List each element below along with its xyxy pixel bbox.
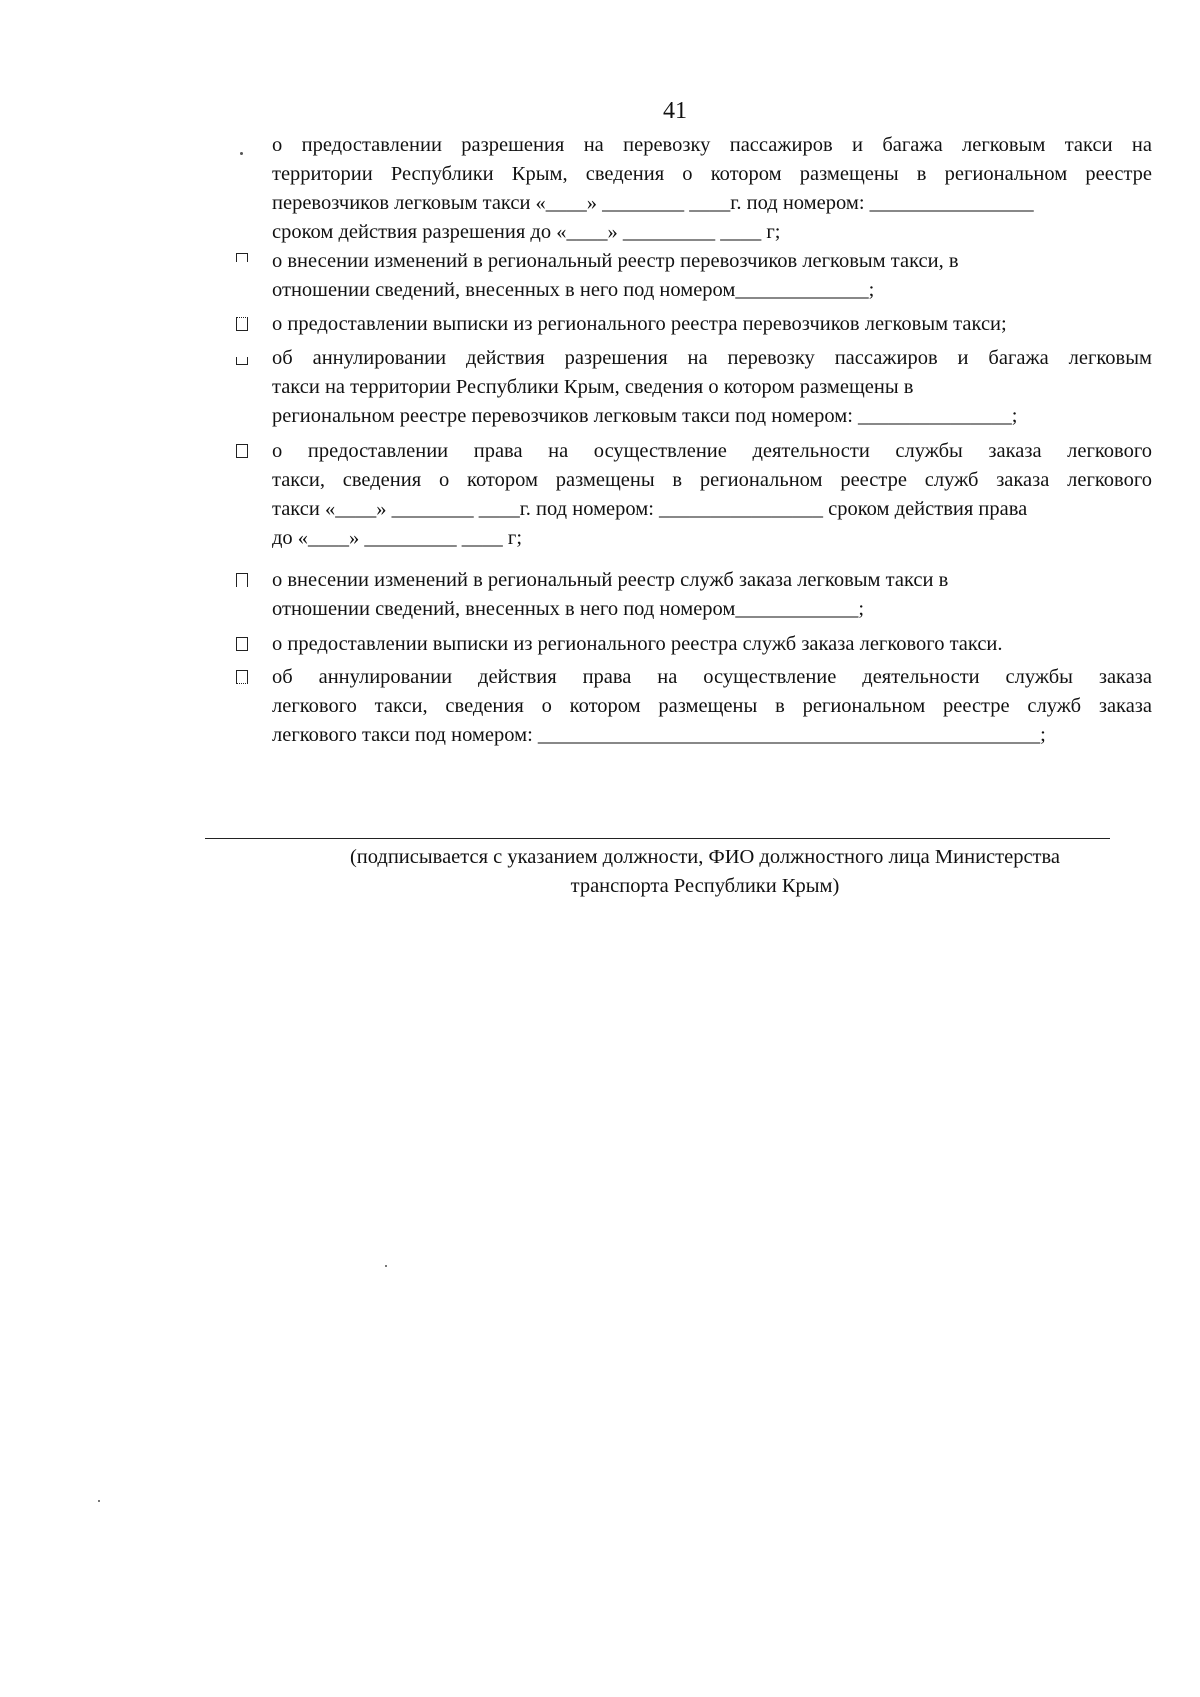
checkbox-permit-issue[interactable] xyxy=(240,152,243,155)
option-line: о предоставлении выписки из регионального реестра перевозчиков легковым такси; xyxy=(272,313,1007,335)
option-line: отношении сведений, внесенных в него под номером____________; xyxy=(272,598,865,620)
signature-line xyxy=(205,838,1110,839)
option-carrier-registry-extract xyxy=(272,310,1152,339)
page-number: 41 xyxy=(663,98,687,124)
signature-caption xyxy=(200,843,1200,901)
checkbox-carrier-registry-change[interactable] xyxy=(236,253,248,262)
option-line: о внесении изменений в региональный реестр перевозчиков легковым такси, в xyxy=(272,250,959,272)
signature-caption-line: (подписывается с указанием должности, ФИО должностного лица Министерства xyxy=(349,846,1061,868)
option-dispatch-registry-extract xyxy=(272,630,1152,659)
option-line: о внесении изменений в региональный реестр служб заказа легковым такси в xyxy=(272,569,949,591)
option-dispatch-registry-change xyxy=(272,566,1152,624)
option-line: легкового такси, сведения о котором размещены в региональном реестре служб заказа xyxy=(272,695,1152,717)
option-permit-issue xyxy=(272,131,1152,247)
option-line: такси «____» ________ ____г. под номером: ________________ сроком действия права xyxy=(272,498,1028,520)
option-line: о предоставлении разрешения на перевозку пассажиров и багажа легковым такси на xyxy=(272,134,1152,156)
option-line: о предоставлении выписки из регионального реестра служб заказа легкового такси. xyxy=(272,633,1003,655)
checkbox-carrier-registry-extract[interactable] xyxy=(236,317,248,331)
option-line: легкового такси под номером: _________________________________________________; xyxy=(272,724,1046,746)
checkbox-dispatch-registry-change[interactable] xyxy=(236,573,248,587)
checkbox-dispatch-right-cancel[interactable] xyxy=(236,670,248,684)
option-line: об аннулировании действия права на осуществление деятельности службы заказа xyxy=(272,666,1152,688)
option-line: о предоставлении права на осуществление деятельности службы заказа легкового xyxy=(272,440,1152,462)
option-line: отношении сведений, внесенных в него под номером_____________; xyxy=(272,279,875,301)
option-dispatch-right-issue xyxy=(272,437,1152,553)
scan-speck xyxy=(98,1500,100,1502)
option-line: об аннулировании действия разрешения на перевозку пассажиров и багажа легковым xyxy=(272,347,1152,369)
option-dispatch-right-cancel xyxy=(272,663,1152,750)
option-line: такси на территории Республики Крым, сведения о котором размещены в xyxy=(272,376,914,398)
option-permit-cancel xyxy=(272,344,1152,431)
option-line: сроком действия разрешения до «____» _________ ____ г; xyxy=(272,221,781,243)
option-line: до «____» _________ ____ г; xyxy=(272,527,523,549)
scan-speck xyxy=(385,1265,387,1267)
option-line: такси, сведения о котором размещены в региональном реестре служб заказа легкового xyxy=(272,469,1152,491)
checkbox-dispatch-right-issue[interactable] xyxy=(236,444,248,458)
option-line: территории Республики Крым, сведения о котором размещены в региональном реестре xyxy=(272,163,1152,185)
option-line: региональном реестре перевозчиков легковым такси под номером: _______________; xyxy=(272,405,1018,427)
option-carrier-registry-change xyxy=(272,247,1152,305)
checkbox-dispatch-registry-extract[interactable] xyxy=(236,637,248,651)
option-line: перевозчиков легковым такси «____» ________ ____г. под номером: ________________ xyxy=(272,192,1034,214)
signature-caption-line: транспорта Республики Крым) xyxy=(570,875,840,897)
checkbox-permit-cancel[interactable] xyxy=(236,357,248,365)
